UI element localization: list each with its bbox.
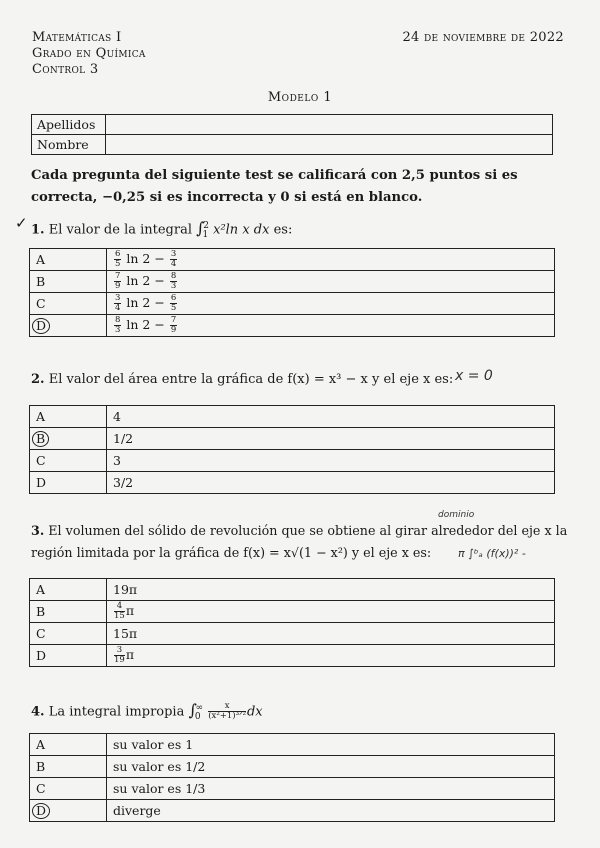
question-1-options [29, 248, 555, 337]
option-letter-circled: B [30, 428, 107, 450]
option-row[interactable] [30, 601, 555, 623]
question-number: 4. [31, 704, 45, 720]
option-row[interactable] [30, 756, 555, 778]
integral-dx: dx [246, 704, 263, 720]
surname-field[interactable] [106, 115, 553, 135]
option-row[interactable] [30, 293, 555, 315]
option-value: 4 [107, 406, 555, 428]
integral-body: x²ln x dx [213, 222, 270, 238]
subject-name: Matemáticas I [32, 30, 122, 45]
exam-name: Control 3 [32, 62, 99, 77]
option-row[interactable] [30, 450, 555, 472]
option-row[interactable] [30, 249, 555, 271]
exam-date: 24 de noviembre de 2022 [402, 30, 564, 45]
option-value: $\frac{4}{15}$ π [107, 601, 555, 623]
integral-upper: 2 [203, 221, 209, 231]
handwritten-note: x = 0 [455, 368, 493, 384]
option-letter: B [30, 756, 107, 778]
handwritten-note: π ∫ᵇₐ (f(x))² - [458, 547, 526, 560]
option-value: 3 [107, 450, 555, 472]
option-value: $\frac{3}{4}$ ln 2 − $\frac{6}{5}$ [107, 293, 555, 315]
model-title: Modelo 1 [267, 90, 333, 105]
option-letter: C [30, 778, 107, 800]
question-text-end: es: [273, 222, 293, 238]
surname-label: Apellidos [32, 115, 106, 135]
option-row-selected[interactable] [30, 428, 555, 450]
option-row-selected[interactable] [30, 800, 555, 822]
option-letter: B [30, 271, 107, 293]
handwritten-note: dominio [438, 510, 475, 520]
option-letter: A [30, 406, 107, 428]
question-number: 3. [31, 523, 45, 538]
option-letter-circled: D [30, 315, 107, 337]
question-1 [31, 215, 576, 246]
question-4 [31, 697, 576, 728]
question-3-line-2: región limitada por la gráfica de f(x) = x√(1 − x²) y el eje x es: [31, 545, 432, 560]
question-number: 2. [31, 372, 45, 387]
option-letter: B [30, 601, 107, 623]
check-mark-icon: ✓ [15, 214, 28, 232]
question-3-line-1: 3. El volumen del sólido de revolución que se obtiene al girar alrededor del eje x la [31, 523, 568, 538]
option-row-selected[interactable] [30, 315, 555, 337]
option-row[interactable] [30, 778, 555, 800]
option-letter: A [30, 249, 107, 271]
option-value: $\frac{3}{19}$ π [107, 645, 555, 667]
option-letter: D [30, 472, 107, 494]
student-info-table [31, 114, 553, 155]
integral-sign-icon: ∫ [196, 218, 205, 238]
header-course-info [32, 30, 146, 78]
question-text: El valor del área entre la gráfica de f(x) = x³ − x y el eje x es: [48, 372, 454, 387]
name-label: Nombre [32, 135, 106, 155]
integral-lower: 1 [202, 229, 209, 240]
option-row[interactable] [30, 579, 555, 601]
option-letter: A [30, 579, 107, 601]
option-value: $\frac{6}{5}$ ln 2 − $\frac{3}{4}$ [107, 249, 555, 271]
question-text: El valor de la integral [48, 222, 193, 238]
integral-lower: 0 [194, 711, 201, 722]
integral-sign-icon: ∫ [188, 700, 197, 720]
integrand-fraction: $\frac{x}{\text{(x²+1)³ᐟ²}}$ [208, 701, 246, 722]
question-4-options [29, 733, 555, 822]
option-value: su valor es 1/3 [107, 778, 555, 800]
name-field[interactable] [106, 135, 553, 155]
option-letter: A [30, 734, 107, 756]
option-row[interactable] [30, 271, 555, 293]
question-text: La integral impropia [48, 704, 185, 720]
option-letter: C [30, 623, 107, 645]
option-value: diverge [107, 800, 555, 822]
option-letter: D [30, 645, 107, 667]
question-2-options [29, 405, 555, 494]
option-value: 19π [107, 579, 555, 601]
option-row[interactable] [30, 623, 555, 645]
option-row[interactable] [30, 734, 555, 756]
option-letter: C [30, 450, 107, 472]
instructions: Cada pregunta del siguiente test se calificará con 2,5 puntos si es correcta, −0,25 si es incorrecta y 0 si está en blanco. [31, 168, 518, 205]
degree-name: Grado en Química [32, 46, 146, 61]
option-value: 15π [107, 623, 555, 645]
option-letter: C [30, 293, 107, 315]
option-row[interactable] [30, 472, 555, 494]
option-row[interactable] [30, 406, 555, 428]
option-row[interactable] [30, 645, 555, 667]
option-value: su valor es 1 [107, 734, 555, 756]
option-value: $\frac{8}{3}$ ln 2 − $\frac{7}{9}$ [107, 315, 555, 337]
integral-upper: ∞ [195, 703, 204, 713]
option-letter-circled: D [30, 800, 107, 822]
option-value: 1/2 [107, 428, 555, 450]
question-number: 1. [31, 222, 45, 238]
option-value: su valor es 1/2 [107, 756, 555, 778]
question-3-options [29, 578, 555, 667]
question-2 [31, 369, 576, 391]
option-value: $\frac{7}{9}$ ln 2 − $\frac{8}{3}$ [107, 271, 555, 293]
option-value: 3/2 [107, 472, 555, 494]
